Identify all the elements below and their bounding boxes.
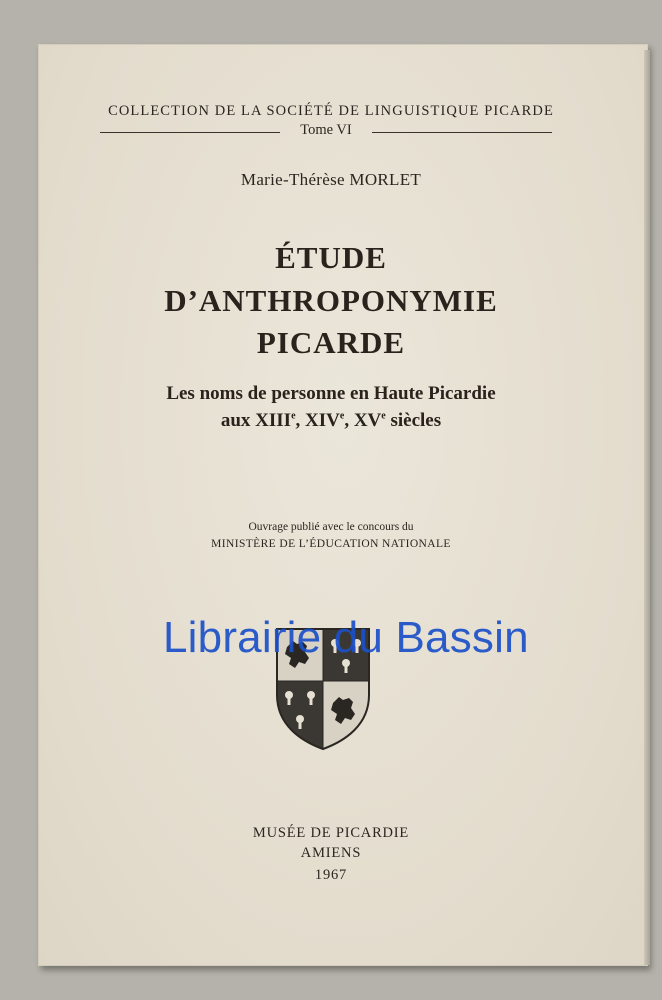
tome-row bbox=[100, 122, 552, 140]
author-name: Marie-Thérèse MORLET bbox=[240, 170, 422, 189]
ministry-name: MINISTÈRE DE L’ÉDUCATION NATIONALE bbox=[211, 538, 451, 550]
publisher-name: MUSÉE DE PICARDIE bbox=[252, 825, 410, 841]
tome-label: Tome VI bbox=[300, 122, 352, 138]
collection-heading: COLLECTION DE LA SOCIÉTÉ DE LINGUISTIQUE PICARDE bbox=[108, 103, 554, 119]
subtitle-line-2: aux XIIIe, XIVe, XVe siècles bbox=[220, 410, 442, 431]
publisher-city: AMIENS bbox=[300, 845, 362, 861]
rule-left bbox=[100, 132, 280, 133]
title-line-2: D’ANTHROPONYMIE bbox=[164, 283, 498, 318]
publication-note: Ouvrage publié avec le concours du bbox=[248, 521, 414, 533]
title-line-1: ÉTUDE bbox=[275, 240, 387, 275]
watermark-text: Librairie du Bassin bbox=[163, 613, 529, 662]
publication-year: 1967 bbox=[314, 867, 348, 883]
rule-right bbox=[372, 132, 552, 133]
title-line-3: PICARDE bbox=[256, 325, 406, 360]
subtitle-line-1: Les noms de personne en Haute Picardie bbox=[166, 383, 496, 404]
